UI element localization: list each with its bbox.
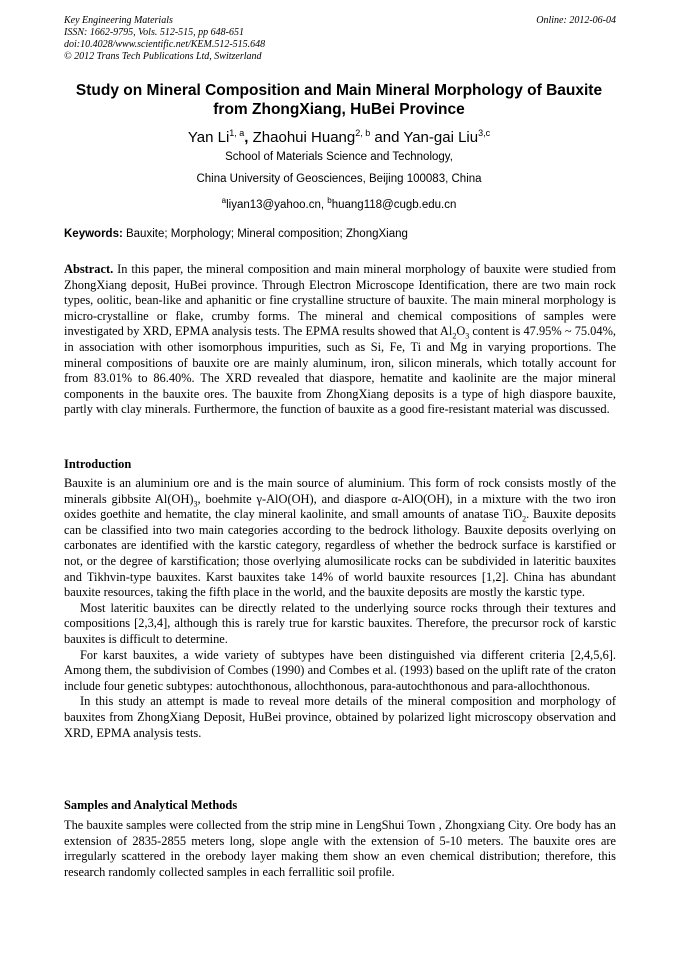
subscript: 2 — [452, 331, 457, 341]
intro-paragraph-1 — [64, 476, 616, 601]
affiliation-line-1: School of Materials Science and Technology, — [225, 151, 453, 163]
author-3: Yan-gai Liu — [403, 129, 479, 146]
intro-paragraph-3 — [64, 648, 616, 695]
abstract — [64, 262, 616, 418]
running-header — [64, 15, 616, 63]
paragraph-text: . Bauxite deposits can be classified into two main categories according to the bedrock lithology. Bauxite deposits overlying on carbonates are identified with the karstic category, regardless of whether the bedrock surface is karstified or not, or the degree of karstification; those overlying alumosilicate rocks can be subdivided in lateritic bauxites and Tikhvin-type bauxites. Karst bauxites take 14% of world bauxite resources [1,2]. China has abundant bauxite resources, taking the fifth place in the world, and the bauxite deposits are mostly the karstic type. — [64, 507, 616, 600]
keywords — [64, 227, 616, 241]
author-2-affil: 2, b — [355, 128, 371, 138]
email-line — [40, 194, 638, 212]
affiliation-line-2: China University of Geosciences, Beijing 100083, China — [196, 173, 482, 185]
introduction-body — [64, 476, 616, 741]
title-line-1: Study on Mineral Composition and Main Mineral Morphology of Bauxite — [75, 82, 603, 99]
subscript: 3 — [465, 331, 470, 341]
email-a-marker: a — [221, 196, 227, 205]
paragraph-text: In this study an attempt is made to reveal more details of the mineral composition and morphology of bauxites from ZhongXiang Deposit, HuBei province, obtained by polarized light microscopy observation and XRD, EPMA analysis tests. — [64, 694, 616, 740]
author-3-affil: 3,c — [478, 128, 491, 138]
paragraph-text: Bauxite is an aluminium ore and is the main source of aluminium. This form of rock consists mostly of the minerals gibbsite Al(OH) — [64, 476, 616, 506]
author-separator: and — [370, 129, 404, 146]
journal-name: Key Engineering Materials — [64, 15, 173, 26]
paragraph-text: Most lateritic bauxites can be directly related to the underlying source rocks through their textures and compositions [2,3,4], although this is rarely true for karstic bauxites. Therefore, the precursor rock of karstic bauxites is difficult to determine. — [64, 600, 616, 646]
paper-title — [40, 81, 638, 119]
email-a: liyan13@yahoo.cn, — [226, 198, 328, 211]
email-b-marker: b — [327, 196, 332, 205]
abstract-text: In this paper, the mineral composition and main mineral morphology of bauxite were studied from ZhongXiang deposit, HuBei province. Through Electron Microscope Identification, there are two main rock types, oolitic, bean-like and aphanitic or fine crystalline structure of bauxite. The main mineral morphology is micro-crystalline or flake, crumby forms. The mineral and chemical compositions of samples were investigated by XRD, EPMA analysis tests. The EPMA results showed that Al — [64, 262, 616, 339]
abstract-text: O — [456, 324, 466, 339]
methods-heading: Samples and Analytical Methods — [64, 798, 238, 812]
author-list — [40, 123, 638, 148]
intro-paragraph-2 — [64, 601, 616, 648]
author-2: Zhaohui Huang — [252, 129, 356, 146]
abstract-label: Abstract. — [64, 262, 114, 276]
intro-paragraph-4 — [64, 694, 616, 741]
abstract-text: content is 47.95% ~ 75.04%, in association with other isomorphous impurities, such as Si, Fe, Ti and Mg in varying proportions. The mineral compositions of bauxite ore are mainly aluminum, iron, silicon minerals, which totally account for from 83.01% to 86.40%. The XRD revealed that diaspore, hematite and kaolinite are the major mineral components in the bauxite ores. The bauxite from ZhongXiang deposits is a type of high diaspore bauxite, partly with clay minerals. Furthermore, the function of bauxite as a good fire-resistant material was discussed. — [64, 324, 616, 417]
issn-line: ISSN: 1662-9795, Vols. 512-515, pp 648-651 — [64, 27, 244, 38]
doi-line: doi:10.4028/www.scientific.net/KEM.512-515.648 — [64, 39, 266, 50]
email-b: huang118@cugb.edu.cn — [331, 198, 457, 211]
paragraph-text: , boehmite γ-AlO(OH), and diaspore α-AlO(OH), in a mixture with the two iron oxides goethite and hematite, the clay mineral kaolinite, and small amounts of anatase TiO — [64, 491, 616, 522]
keywords-text: Bauxite; Morphology; Mineral composition; ZhongXiang — [122, 228, 408, 240]
subscript: 2 — [522, 514, 527, 524]
online-date: Online: 2012-06-04 — [536, 15, 616, 26]
introduction-heading: Introduction — [64, 457, 132, 471]
keywords-label: Keywords: — [64, 228, 123, 240]
title-line-2: from ZhongXiang, HuBei Province — [213, 101, 465, 118]
author-1: Yan Li — [187, 129, 230, 146]
paragraph-text: For karst bauxites, a wide variety of subtypes have been distinguished via different criteria [2,4,5,6]. Among them, the subdivision of Combes (1990) and Combes et al. (1993) based on the uplift rate of the craton include four genetic subtypes: autochthonous, allochthonous, para-autochthonous and para-allochthonous. — [64, 647, 616, 693]
author-separator: , — [244, 129, 253, 146]
author-1-affil: 1, a — [229, 128, 245, 138]
subscript: 3 — [193, 499, 198, 509]
copyright-line: © 2012 Trans Tech Publications Ltd, Switzerland — [64, 51, 262, 62]
methods-paragraph-1: The bauxite samples were collected from the strip mine in LengShui Town , Zhongxiang City. Ore body has an extension of 2835-2855 meters long, slope angle with the extension of 5-10 meters. The bauxite ores are irregularly scattered in the orebody layer making them show an even chemical distribution; therefore, this research randomly collected samples in each ferrallitic soil profile. — [64, 818, 616, 879]
